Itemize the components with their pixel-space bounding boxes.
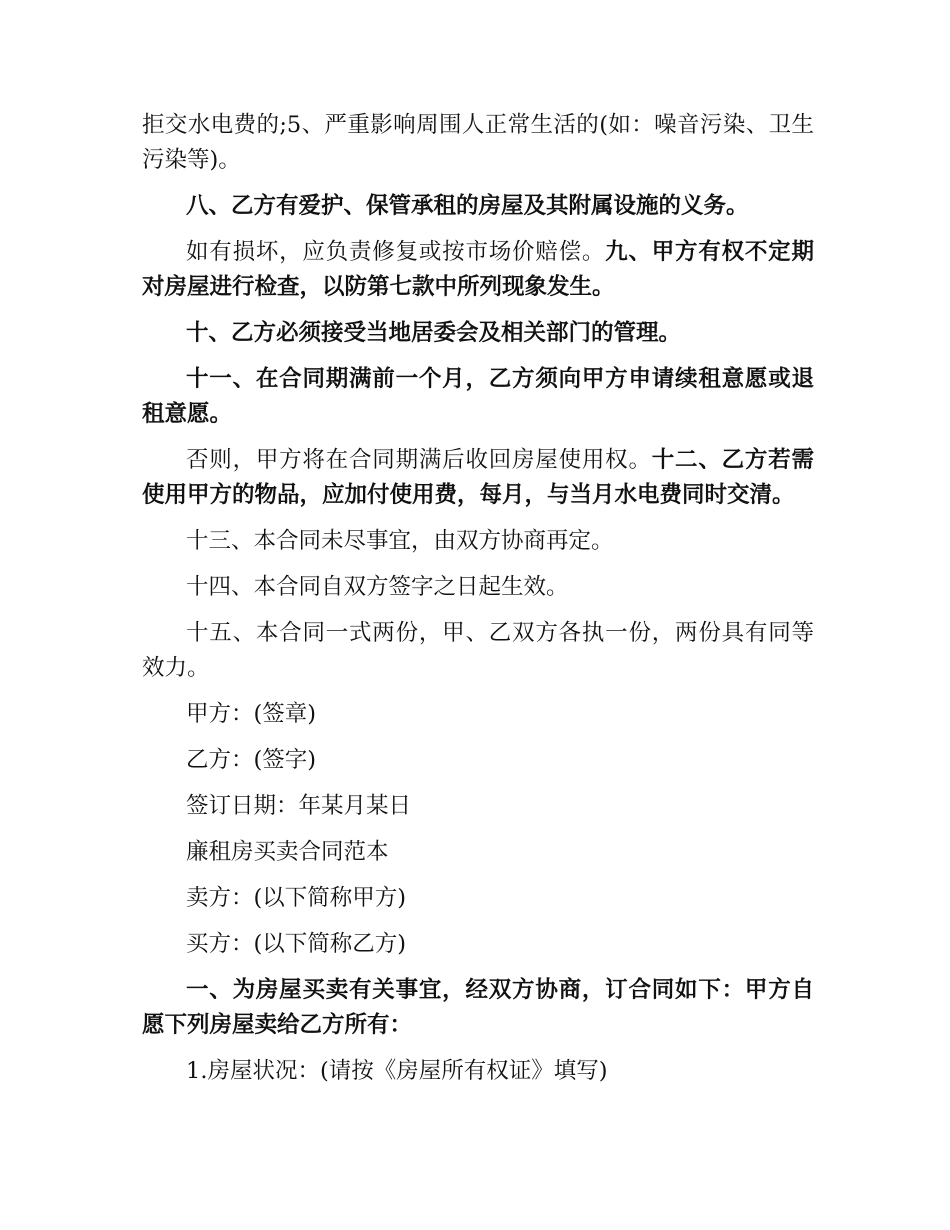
signing-date: 签订日期：年某月某日 — [186, 793, 412, 819]
sale-clause-1: 一、为房屋买卖有关事宜，经双方协商，订合同如下：甲方自愿下列房屋卖给乙方所有： — [142, 977, 814, 1038]
damage-compensation-text: 如有损坏，应负责修复或按市场价赔偿。 — [186, 239, 606, 265]
buyer-line: 买方：(以下简称乙方) — [186, 931, 407, 957]
clause-12: 十二、乙方若需使用甲方的物品，应加付使用费，每月，与当月水电费同时交清。 — [142, 447, 814, 508]
clause-14: 十四、本合同自双方签字之日起生效。 — [186, 574, 569, 600]
clause-11: 十一、在合同期满前一个月，乙方须向甲方申请续租意愿或退租意愿。 — [142, 366, 814, 427]
party-b-signature: 乙方：(签字) — [186, 747, 317, 773]
party-a-signature: 甲方：(签章) — [186, 701, 317, 727]
clause-8-continued-clause-9 — [142, 235, 814, 305]
property-status: 1.房屋状况：(请按《房屋所有权证》填写) — [186, 1058, 608, 1084]
clause-15: 十五、本合同一式两份，甲、乙双方各执一份，两份具有同等效力。 — [142, 620, 814, 681]
paragraph-utility-fees: 拒交水电费的;5、严重影响周围人正常生活的(如：噪音污染、卫生污染等)。 — [142, 112, 814, 173]
clause-8: 八、乙方有爱护、保管承租的房屋及其附属设施的义务。 — [186, 193, 749, 219]
clause-11-continued-clause-12 — [142, 443, 814, 513]
clause-10: 十、乙方必须接受当地居委会及相关部门的管理。 — [186, 320, 682, 346]
clause-9: 九、甲方有权不定期对房屋进行检查，以防第七款中所列现象发生。 — [142, 239, 814, 300]
seller-line: 卖方：(以下简称甲方) — [186, 885, 407, 911]
section-title: 廉租房买卖合同范本 — [186, 839, 389, 865]
document-page — [142, 108, 814, 1100]
repossession-text: 否则，甲方将在合同期满后收回房屋使用权。 — [186, 447, 652, 473]
clause-13: 十三、本合同未尽事宜，由双方协商再定。 — [186, 528, 614, 554]
